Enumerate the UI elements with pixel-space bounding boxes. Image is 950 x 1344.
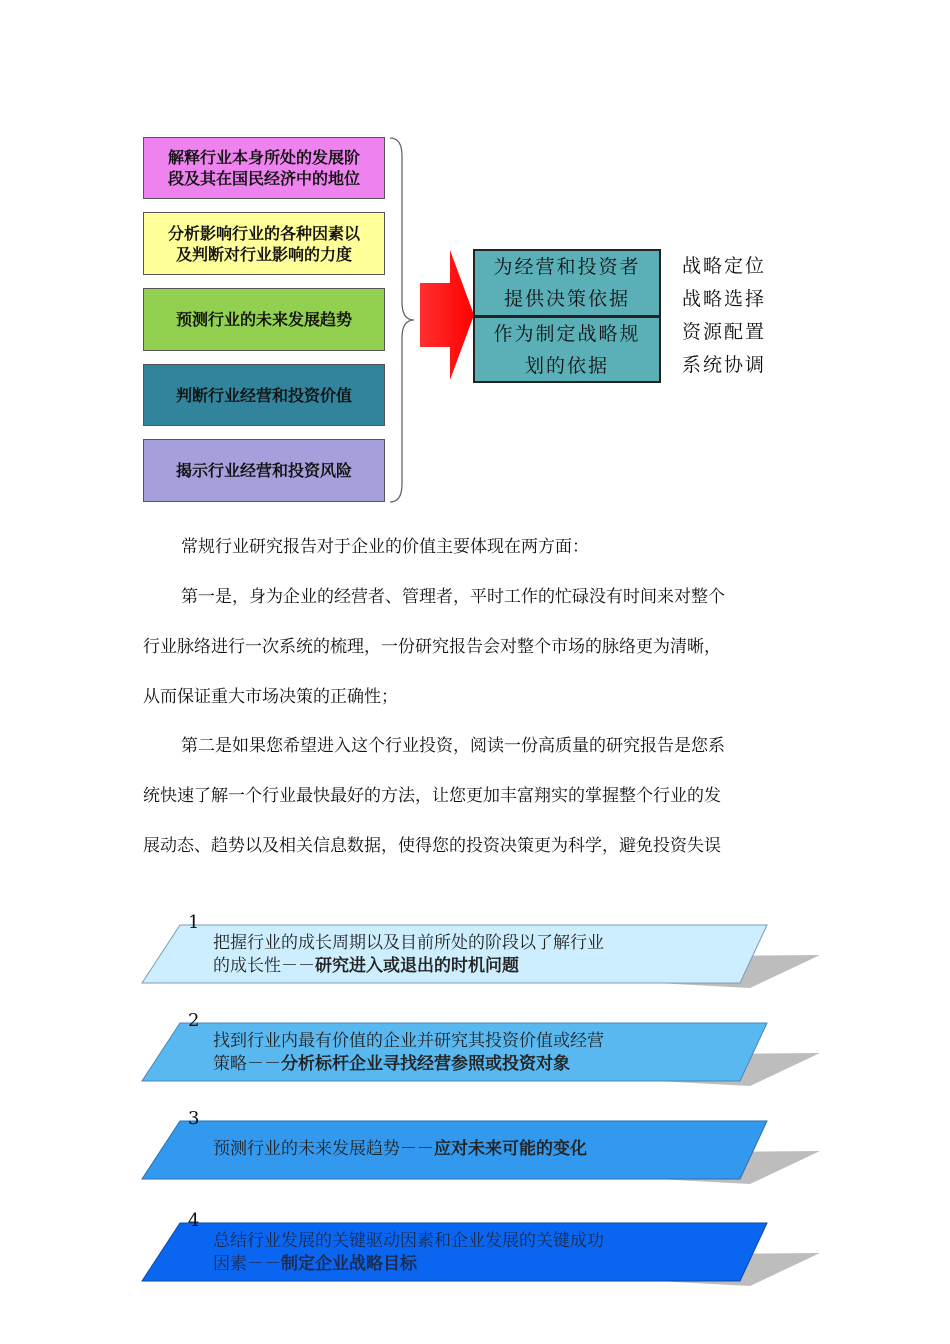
- benefit-2-line2-bold: 分析标杆企业寻找经营参照或投资对象: [281, 1054, 570, 1074]
- paragraph-2-line-2: 行业脉络进行一次系统的梳理，一份研究报告会对整个市场的脉络更为清晰，: [143, 637, 721, 657]
- benefit-1: [140, 912, 830, 990]
- paragraph-2: [143, 572, 808, 722]
- paragraph-1: [143, 522, 808, 572]
- benefit-1-line2-bold: 研究进入或退出的时机问题: [315, 956, 519, 976]
- left-box-4-line1: 判断行业经营和投资价值: [175, 385, 352, 405]
- benefit-2: [140, 1010, 830, 1088]
- benefit-2-line2-plain: 策略－－: [213, 1054, 281, 1074]
- right-box-2: [473, 316, 661, 383]
- term-4: 系统协调: [682, 354, 767, 376]
- red-arrow-icon: [420, 250, 476, 380]
- benefit-3-line-plain: 预测行业的未来发展趋势－－: [213, 1139, 434, 1159]
- left-box-3: [143, 288, 385, 351]
- paragraph-2-line-3: 从而保证重大市场决策的正确性；: [143, 687, 398, 707]
- benefit-4-line2-bold: 制定企业战略目标: [281, 1254, 417, 1274]
- right-box-1-line2: 提供决策依据: [503, 288, 630, 310]
- right-box-2-line2: 划的依据: [524, 354, 609, 377]
- paragraph-1-line: 常规行业研究报告对于企业的价值主要体现在两方面：: [181, 537, 589, 557]
- benefit-4: [140, 1210, 830, 1288]
- benefit-1-number: 1: [188, 912, 200, 933]
- right-box-1: [473, 249, 661, 317]
- left-box-5: [143, 439, 385, 502]
- benefit-1-text: [213, 932, 604, 978]
- benefit-3: [140, 1108, 830, 1186]
- left-box-5-line1: 揭示行业经营和投资风险: [175, 461, 352, 480]
- right-box-1-line1: 为经营和投资者: [493, 256, 641, 278]
- term-3: 资源配置: [682, 321, 767, 343]
- left-box-4: [143, 364, 385, 426]
- left-box-1: [143, 137, 385, 199]
- benefit-2-number: 2: [188, 1010, 200, 1031]
- benefit-3-line-bold: 应对未来可能的变化: [434, 1139, 587, 1159]
- left-box-1-line1: 解释行业本身所处的发展阶: [167, 148, 360, 167]
- benefit-1-line2-plain: 的成长性－－: [213, 956, 315, 976]
- left-box-2-line2: 及判断对行业影响的力度: [175, 244, 352, 264]
- benefit-4-text: [213, 1230, 604, 1276]
- left-box-1-line2: 段及其在国民经济中的地位: [167, 169, 360, 188]
- paragraph-3: [143, 721, 808, 871]
- paragraph-3-line-1: 第二是如果您希望进入这个行业投资，阅读一份高质量的研究报告是您系: [181, 736, 725, 756]
- benefit-2-line1: 找到行业内最有价值的企业并研究其投资价值或经营: [213, 1031, 604, 1051]
- right-box-2-line1: 作为制定战略规: [493, 322, 641, 345]
- left-box-2: [143, 212, 385, 275]
- benefit-4-number: 4: [188, 1210, 200, 1231]
- left-box-3-line1: 预测行业的未来发展趋势: [175, 310, 352, 329]
- benefit-3-number: 3: [188, 1108, 200, 1129]
- term-1: 战略定位: [682, 255, 767, 277]
- left-box-2-line1: 分析影响行业的各种因素以: [167, 223, 360, 243]
- benefit-4-line1: 总结行业发展的关键驱动因素和企业发展的关键成功: [213, 1231, 604, 1251]
- paragraph-3-line-2: 统快速了解一个行业最快最好的方法，让您更加丰富翔实的掌握整个行业的发: [143, 786, 721, 806]
- curly-brace: [388, 136, 418, 504]
- strategy-terms: [682, 250, 766, 382]
- benefit-3-text: [213, 1138, 587, 1161]
- paragraph-2-line-1: 第一是，身为企业的经营者、管理者，平时工作的忙碌没有时间来对整个: [181, 587, 725, 607]
- benefit-2-text: [213, 1030, 604, 1076]
- benefit-4-line2-plain: 因素－－: [213, 1254, 281, 1274]
- paragraph-3-line-3: 展动态、趋势以及相关信息数据，使得您的投资决策更为科学，避免投资失误: [143, 836, 721, 856]
- benefit-1-line1: 把握行业的成长周期以及目前所处的阶段以了解行业: [213, 933, 604, 953]
- term-2: 战略选择: [682, 288, 767, 310]
